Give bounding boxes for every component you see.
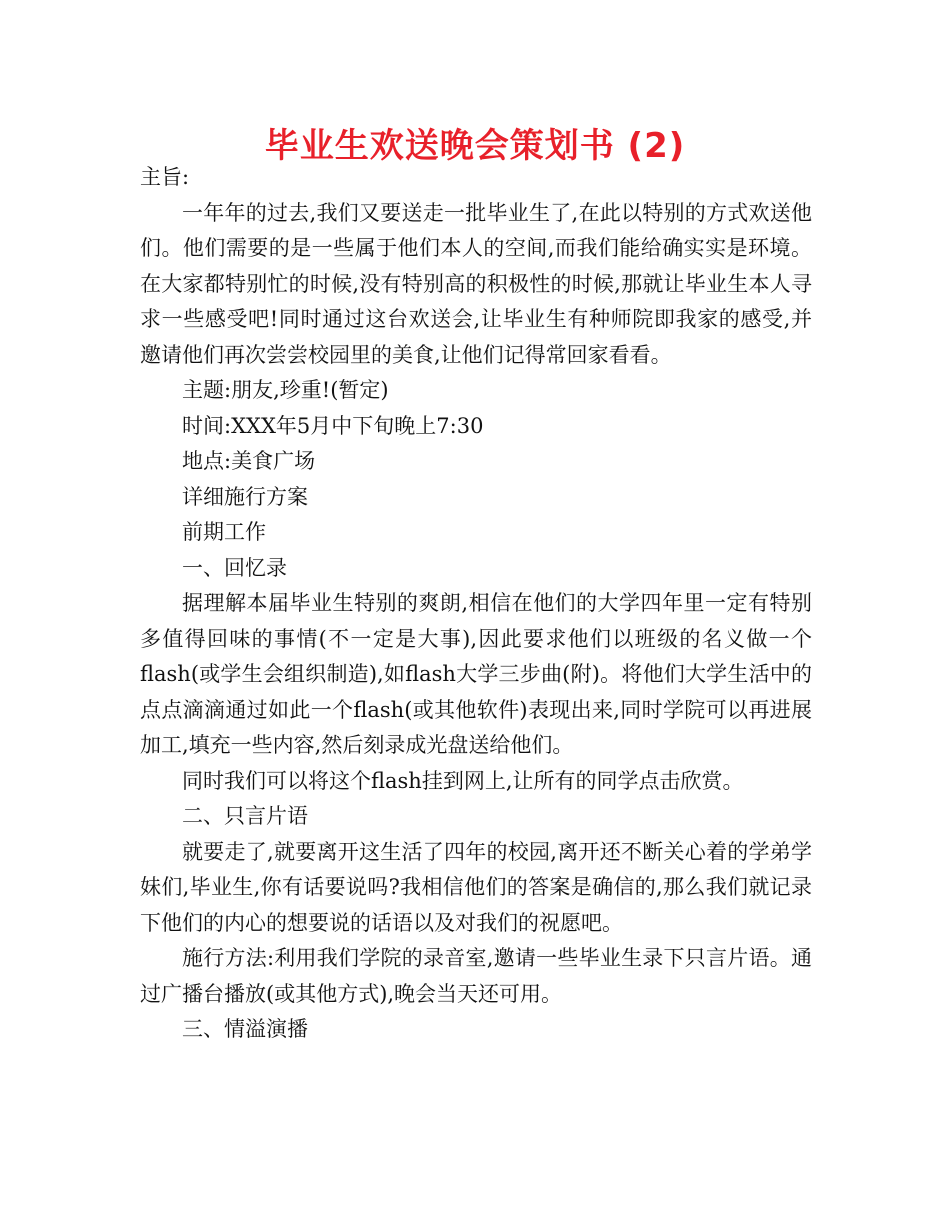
document-body	[140, 160, 812, 1048]
paragraph-memoir: 据理解本届毕业生特别的爽朗,相信在他们的大学四年里一定有特别多值得回味的事情(不一定是大事),因此要求他们以班级的名义做一个flash(或学生会组织制造),如flash大学三步曲(附)。将他们大学生活中的点点滴滴通过如此一个flash(或其他软件)表现出来,同时学院可以再进展加工,填充一些内容,然后刻录成光盘送给他们。	[140, 591, 812, 757]
paragraph-time: 时间:XXX年5月中下旬晚上7:30	[182, 413, 484, 438]
paragraph-method: 施行方法:利用我们学院的录音室,邀请一些毕业生录下只言片语。通过广播台播放(或其他方式),晚会当天还可用。	[140, 946, 812, 1006]
section-heading-broadcast: 三、情溢演播	[182, 1017, 308, 1041]
section-heading-memoir: 一、回忆录	[182, 555, 287, 580]
paragraph-messages: 就要走了,就要离开这生活了四年的校园,离开还不断关心着的学弟学妹们,毕业生,你有话要说吗?我相信他们的答案是确信的,那么我们就记录下他们的内心的想要说的话语以及对我们的祝愿吧。	[140, 839, 812, 935]
paragraph-theme: 主题:朋友,珍重!(暂定)	[182, 378, 389, 402]
document-title: 毕业生欢送晚会策划书 (2)	[264, 126, 686, 166]
paragraph-flash-online: 同时我们可以将这个flash挂到网上,让所有的同学点击欣赏。	[182, 768, 744, 793]
paragraph-preparation-heading: 前期工作	[182, 520, 266, 544]
section-heading-messages: 二、只言片语	[182, 804, 308, 828]
paragraph-purpose: 一年年的过去,我们又要送走一批毕业生了,在此以特别的方式欢送他们。他们需要的是一些属于他们本人的空间,而我们能给确实实是环境。在大家都特别忙的时候,没有特别高的积极性的时候,那就让毕业生本人寻求一些感受吧!同时通过这台欢送会,让毕业生有种师院即我家的感受,并邀请他们再次尝尝校园里的美食,让他们记得常回家看看。	[140, 200, 812, 367]
paragraph-plan-heading: 详细施行方案	[182, 484, 308, 509]
paragraph-purpose-heading: 主旨:	[140, 165, 190, 189]
paragraph-location: 地点:美食广场	[182, 449, 316, 473]
